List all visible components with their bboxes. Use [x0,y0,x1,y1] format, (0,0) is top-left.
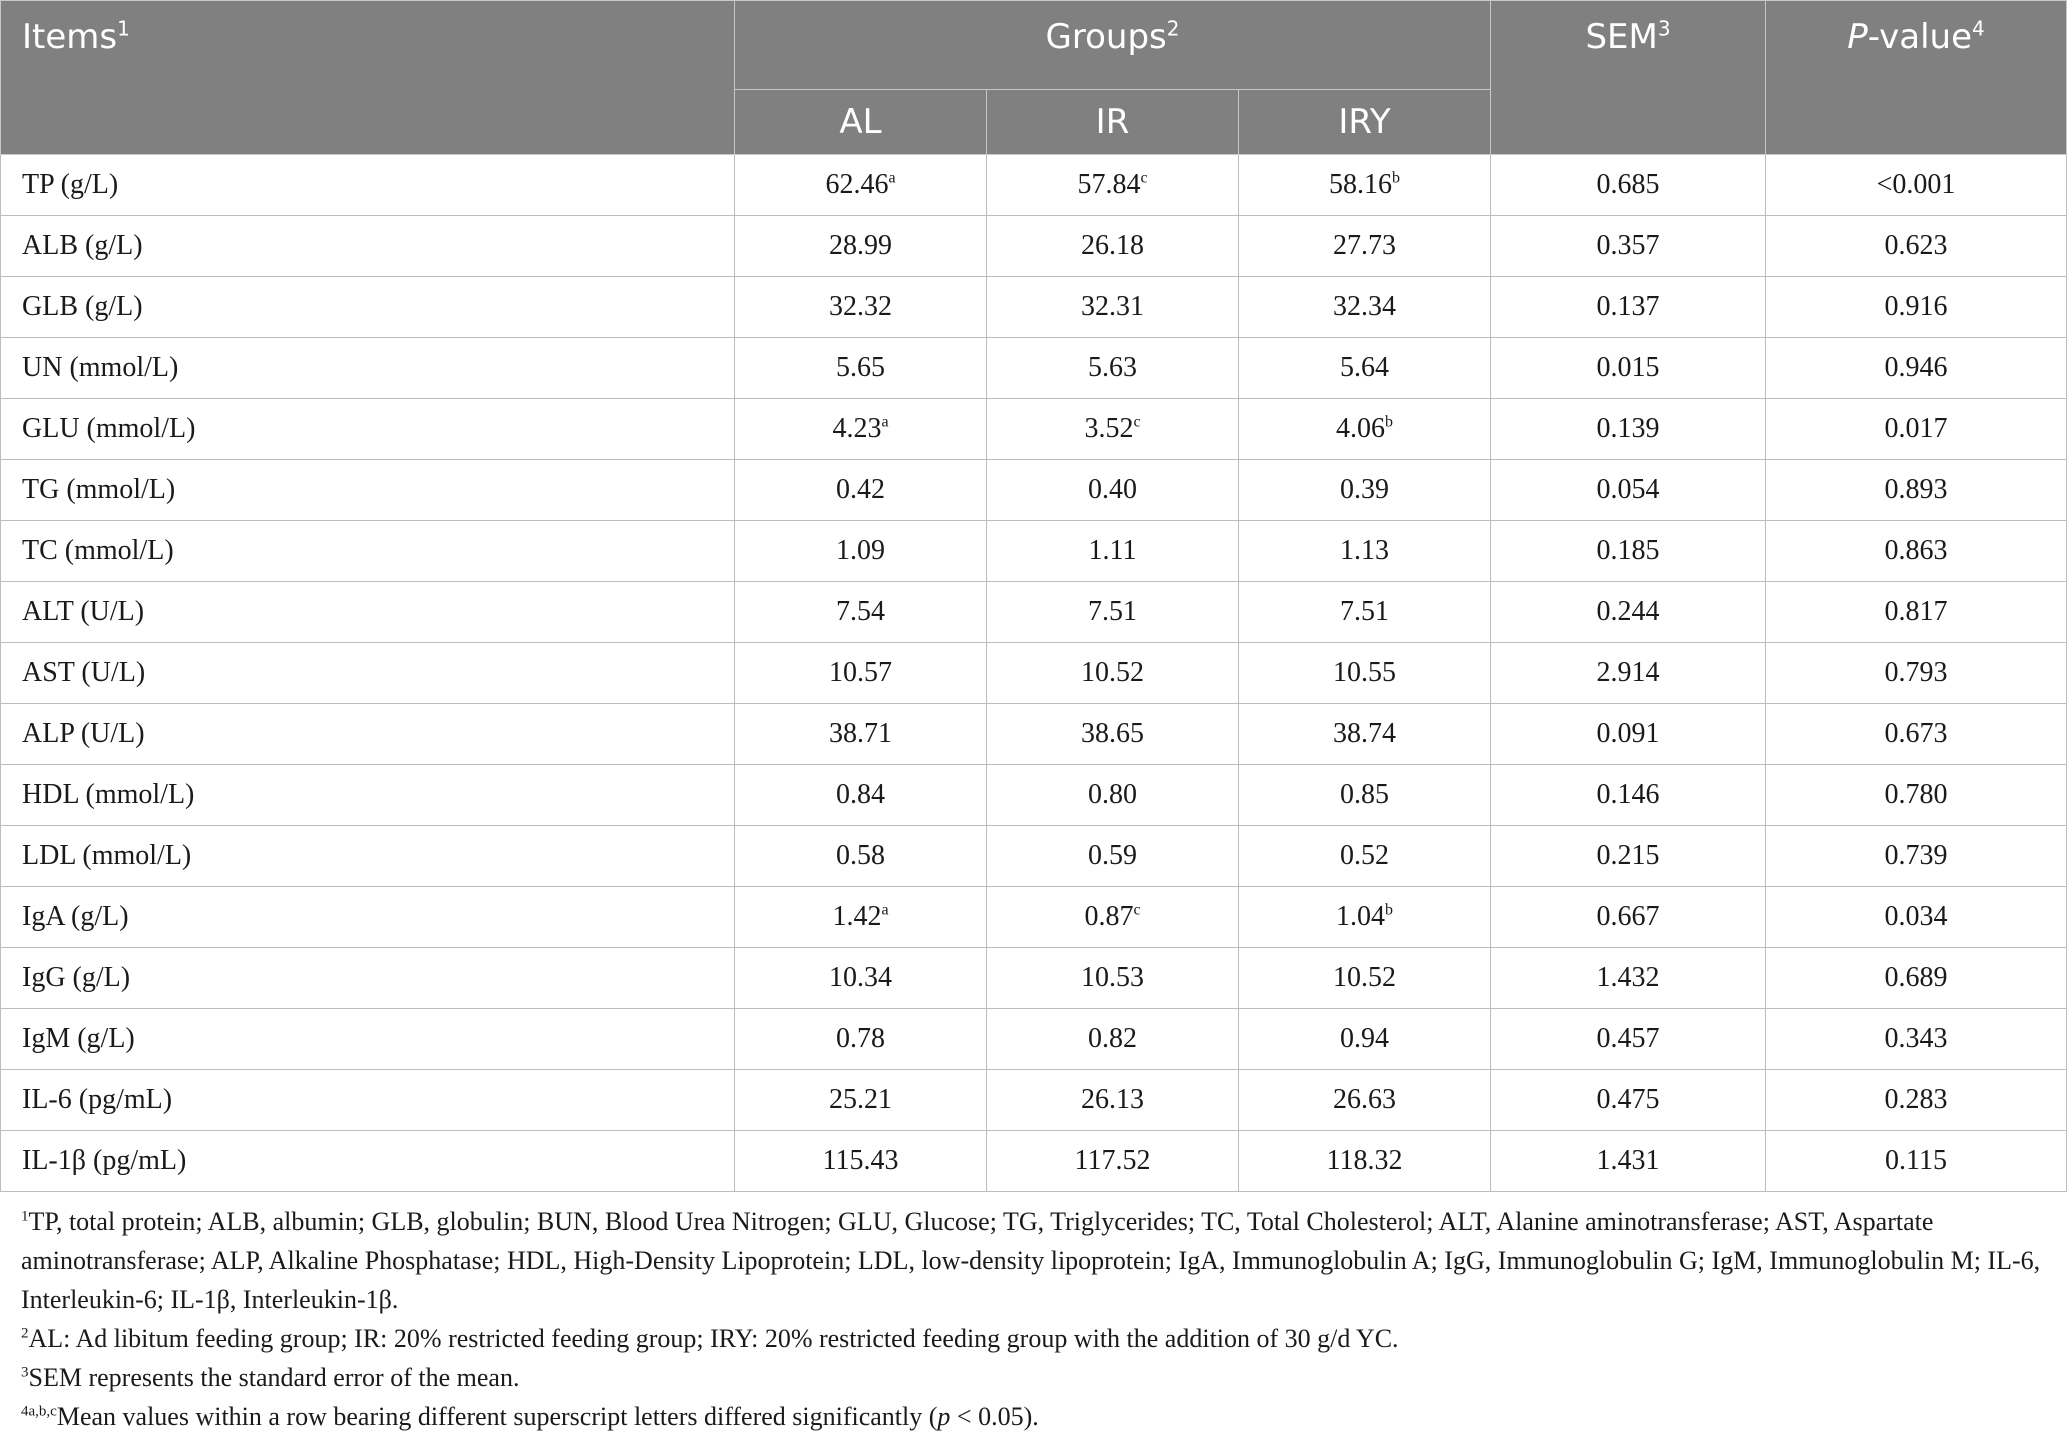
ir-cell: 117.52 [987,1131,1239,1192]
table-row [1,338,2067,399]
table-row [1,399,2067,460]
table-row [1,1131,2067,1192]
iry-cell: 10.55 [1239,643,1491,704]
iry-cell: 1.04$^b$ [1239,887,1491,948]
sem-cell: 2.914 [1491,643,1766,704]
iry-cell: 58.16$^b$ [1239,155,1491,216]
al-cell: 1.09 [735,521,987,582]
p-value-cell: 0.283 [1766,1070,2067,1131]
item-cell: GLU (mmol/L) [1,399,735,460]
table-row [1,277,2067,338]
p-value-cell: 0.946 [1766,338,2067,399]
p-value-cell: 0.673 [1766,704,2067,765]
item-cell: TG (mmol/L) [1,460,735,521]
sem-cell: 0.215 [1491,826,1766,887]
header-groups: Groups$^2$ [735,1,1491,90]
p-value-cell: 0.689 [1766,948,2067,1009]
footnote-2: $^2$AL: Ad libitum feeding group; IR: 20% restricted feeding group; IRY: 20% restricted feeding group with the addition of 30 g/d YC. [21,1324,1399,1353]
item-cell: UN (mmol/L) [1,338,735,399]
ir-cell: 5.63 [987,338,1239,399]
header-iry: IRY [1239,90,1491,155]
table-row [1,216,2067,277]
al-cell: 5.65 [735,338,987,399]
header-sem: SEM$^3$ [1491,1,1766,155]
item-cell: AST (U/L) [1,643,735,704]
iry-cell: 0.94 [1239,1009,1491,1070]
al-cell: 115.43 [735,1131,987,1192]
sem-cell: 0.475 [1491,1070,1766,1131]
ir-cell: 0.87$^c$ [987,887,1239,948]
item-cell: IgG (g/L) [1,948,735,1009]
table-row [1,826,2067,887]
sem-cell: 0.244 [1491,582,1766,643]
item-cell: ALT (U/L) [1,582,735,643]
table-row [1,582,2067,643]
iry-cell: 26.63 [1239,1070,1491,1131]
al-cell: 28.99 [735,216,987,277]
ir-cell: 10.53 [987,948,1239,1009]
iry-cell: 5.64 [1239,338,1491,399]
header-ir: IR [987,90,1239,155]
al-cell: 10.57 [735,643,987,704]
p-value-cell: 0.780 [1766,765,2067,826]
ir-cell: 57.84$^c$ [987,155,1239,216]
p-value-cell: 0.863 [1766,521,2067,582]
table-row [1,155,2067,216]
header-p-value: P-value$^4$ [1766,1,2067,155]
ir-cell: 10.52 [987,643,1239,704]
ir-cell: 0.40 [987,460,1239,521]
table-row [1,765,2067,826]
item-cell: GLB (g/L) [1,277,735,338]
p-value-cell: 0.115 [1766,1131,2067,1192]
item-cell: IL-1β (pg/mL) [1,1131,735,1192]
sem-cell: 0.146 [1491,765,1766,826]
al-cell: 0.42 [735,460,987,521]
sem-cell: 0.137 [1491,277,1766,338]
sem-cell: 0.357 [1491,216,1766,277]
item-cell: ALP (U/L) [1,704,735,765]
ir-cell: 26.13 [987,1070,1239,1131]
ir-cell: 0.82 [987,1009,1239,1070]
al-cell: 32.32 [735,277,987,338]
table-row [1,887,2067,948]
table-row [1,1070,2067,1131]
table-row [1,460,2067,521]
sem-cell: 0.091 [1491,704,1766,765]
p-value-cell: 0.916 [1766,277,2067,338]
iry-cell: 0.39 [1239,460,1491,521]
item-cell: HDL (mmol/L) [1,765,735,826]
sem-cell: 0.667 [1491,887,1766,948]
iry-cell: 7.51 [1239,582,1491,643]
p-value-cell: 0.817 [1766,582,2067,643]
header-al: AL [735,90,987,155]
table-body [1,155,2067,1192]
table-row [1,643,2067,704]
sem-cell: 0.139 [1491,399,1766,460]
iry-cell: 27.73 [1239,216,1491,277]
iry-cell: 1.13 [1239,521,1491,582]
iry-cell: 32.34 [1239,277,1491,338]
sem-cell: 1.432 [1491,948,1766,1009]
p-value-cell: 0.793 [1766,643,2067,704]
item-cell: IgA (g/L) [1,887,735,948]
al-cell: 62.46$^a$ [735,155,987,216]
sem-cell: 0.685 [1491,155,1766,216]
table-header [1,1,2067,155]
header-items: Items$^1$ [1,1,735,155]
al-cell: 7.54 [735,582,987,643]
table-row [1,1009,2067,1070]
ir-cell: 32.31 [987,277,1239,338]
table-row [1,948,2067,1009]
table-row [1,704,2067,765]
iry-cell: 4.06$^b$ [1239,399,1491,460]
iry-cell: 10.52 [1239,948,1491,1009]
item-cell: LDL (mmol/L) [1,826,735,887]
item-cell: ALB (g/L) [1,216,735,277]
al-cell: 4.23$^a$ [735,399,987,460]
ir-cell: 1.11 [987,521,1239,582]
al-cell: 0.78 [735,1009,987,1070]
ir-cell: 0.59 [987,826,1239,887]
sem-cell: 1.431 [1491,1131,1766,1192]
p-value-cell: <0.001 [1766,155,2067,216]
p-value-cell: 0.017 [1766,399,2067,460]
p-value-cell: 0.034 [1766,887,2067,948]
al-cell: 10.34 [735,948,987,1009]
p-value-cell: 0.893 [1766,460,2067,521]
sem-cell: 0.015 [1491,338,1766,399]
ir-cell: 38.65 [987,704,1239,765]
footnote-1: $^1$TP, total protein; ALB, albumin; GLB, globulin; BUN, Blood Urea Nitrogen; GLU, Glucose; TG, Triglycerides; TC, Total Cholesterol; ALT, Alanine aminotransferase; AST, Aspartate aminotransferase; ALP, Alkaline Phosphatase; HDL, High-Density Lipoprotein; LDL, low-density lipoprotein; IgA, Immunoglobulin A; IgG, Immunoglobulin G; IgM, Immunoglobulin M; IL-6, Interleukin-6; IL-1β, Interleukin-1β. [21,1207,2041,1314]
table-row [1,521,2067,582]
ir-cell: 3.52$^c$ [987,399,1239,460]
sem-cell: 0.054 [1491,460,1766,521]
footnote-4: $^{4a,b,c}$Mean values within a row bearing different superscript letters differed significantly (p < 0.05). [21,1402,1039,1431]
iry-cell: 0.85 [1239,765,1491,826]
footnote-3: $^3$SEM represents the standard error of the mean. [21,1363,520,1392]
al-cell: 38.71 [735,704,987,765]
ir-cell: 0.80 [987,765,1239,826]
p-value-cell: 0.623 [1766,216,2067,277]
item-cell: TP (g/L) [1,155,735,216]
p-value-cell: 0.739 [1766,826,2067,887]
item-cell: IL-6 (pg/mL) [1,1070,735,1131]
p-value-cell: 0.343 [1766,1009,2067,1070]
iry-cell: 38.74 [1239,704,1491,765]
iry-cell: 0.52 [1239,826,1491,887]
al-cell: 0.84 [735,765,987,826]
al-cell: 1.42$^a$ [735,887,987,948]
ir-cell: 26.18 [987,216,1239,277]
item-cell: TC (mmol/L) [1,521,735,582]
sem-cell: 0.457 [1491,1009,1766,1070]
al-cell: 0.58 [735,826,987,887]
item-cell: IgM (g/L) [1,1009,735,1070]
al-cell: 25.21 [735,1070,987,1131]
ir-cell: 7.51 [987,582,1239,643]
sem-cell: 0.185 [1491,521,1766,582]
table-footnotes [0,1192,2067,1436]
iry-cell: 118.32 [1239,1131,1491,1192]
